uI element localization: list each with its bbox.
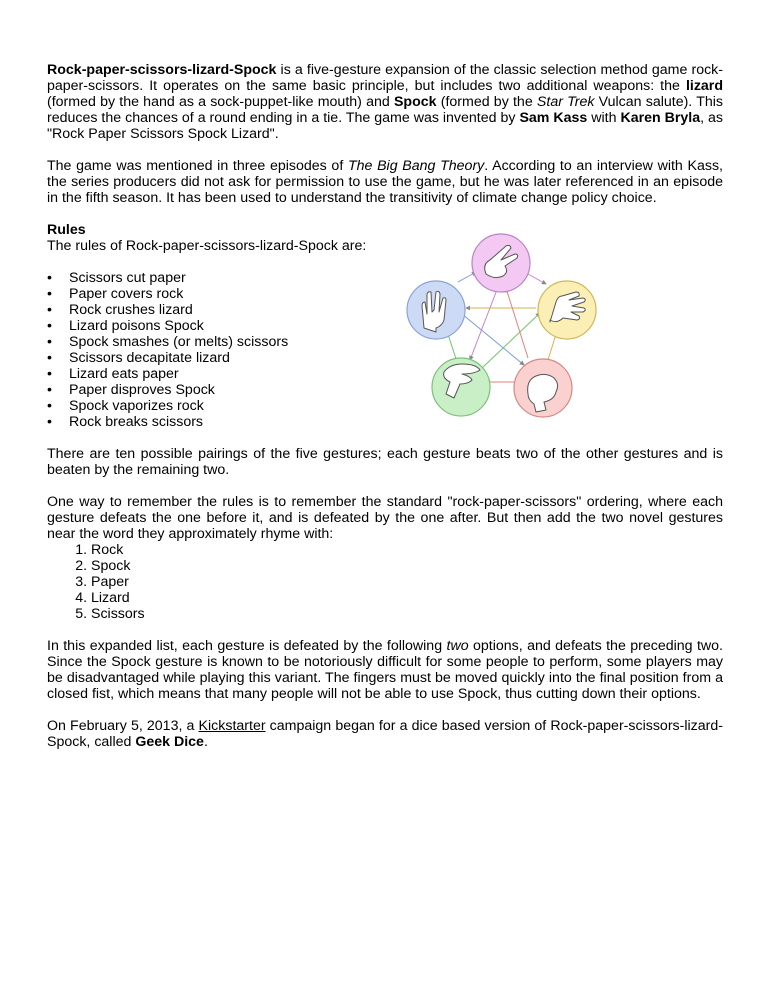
list-item: 2. Spock [91, 558, 723, 574]
pairings-paragraph: There are ten possible pairings of the five gestures; each gesture beats two of the other gestures and is beaten by the remaining two. [47, 446, 723, 478]
document-body [47, 62, 723, 750]
expanded-paragraph: In this expanded list, each gesture is defeated by the following two options, and defeats the preceding two. Since the Spock gesture is known to be notoriously difficult for some people to perform, some players may be disadvantaged while playing this variant. The fingers must be moved quickly into the final position from a closed fist, which means that many people will not be able to use Spock, thus cutting down their options. [47, 638, 723, 702]
rules-list [47, 270, 723, 430]
rules-intro: The rules of Rock-paper-scissors-lizard-Spock are: [47, 238, 367, 254]
gesture-order-list [47, 542, 723, 622]
arrow-scissors-paper [528, 274, 546, 284]
list-item: • Paper covers rock [47, 286, 723, 302]
rpsls-diagram [400, 230, 605, 433]
arrow-lizard-paper [482, 313, 540, 368]
remember-paragraph: One way to remember the rules is to remember the standard "rock-paper-scissors" ordering, where each gesture defeats the one before it, and is defeated by the one after. But then add the two novel gestures near the word they approximately rhyme with: [47, 494, 723, 542]
rules-heading: Rules [47, 222, 86, 238]
kickstarter-link[interactable]: Kickstarter [198, 718, 266, 734]
list-item: • Lizard eats paper [47, 366, 723, 382]
list-item: 1. Rock [91, 542, 723, 558]
list-item: • Spock vaporizes rock [47, 398, 723, 414]
list-item: • Spock smashes (or melts) scissors [47, 334, 723, 350]
list-item: • Lizard poisons Spock [47, 318, 723, 334]
intro-paragraph: Rock-paper-scissors-lizard-Spock is a five-gesture expansion of the classic selection method game rock-paper-scissors. It operates on the same basic principle, but includes two additional weapons: the lizard (formed by the hand as a sock-puppet-like mouth) and Spock (formed by the Star Trek Vulcan salute). This reduces the chances of a round ending in a tie. The game was invented by Sam Kass with Karen Bryla, as "Rock Paper Scissors Spock Lizard". [47, 62, 724, 142]
arrow-rock-scissors [506, 288, 528, 358]
list-item: 5. Scissors [91, 606, 723, 622]
list-item: • Rock crushes lizard [47, 302, 723, 318]
list-item: 3. Paper [91, 574, 723, 590]
list-item: • Scissors decapitate lizard [47, 350, 723, 366]
list-item: • Scissors cut paper [47, 270, 723, 286]
list-item: 4. Lizard [91, 590, 723, 606]
kickstarter-paragraph: On February 5, 2013, a Kickstarter campaign began for a dice based version of Rock-paper-scissors-lizard-Spock, called Geek Dice. [47, 718, 723, 750]
bbt-paragraph: The game was mentioned in three episodes of The Big Bang Theory. According to an interview with Kass, the series producers did not ask for permission to use the game, but he was later referenced in an episode in the fifth season. It has been used to understand the transitivity of climate change policy choice. [47, 158, 723, 206]
term-rpsls: Rock-paper-scissors-lizard-Spock [47, 62, 277, 78]
arrow-spock-scissors [458, 272, 476, 282]
list-item: • Paper disproves Spock [47, 382, 723, 398]
list-item: • Rock breaks scissors [47, 414, 723, 430]
